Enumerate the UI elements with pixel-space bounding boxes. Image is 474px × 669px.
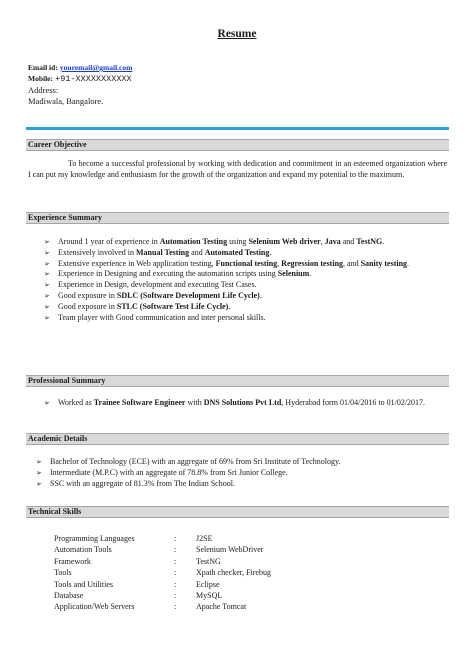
skill-name: Application/Web Servers [54, 602, 135, 612]
career-objective-heading: Career Objective [26, 139, 449, 151]
list-item [44, 313, 447, 324]
list-item-text: Regression testing [281, 258, 344, 268]
skill-name: Tools and Utilities [54, 579, 113, 589]
skill-value: Selenium WebDriver [196, 545, 264, 555]
list-item-text: Automation Testing [159, 237, 228, 246]
arrow-bullet-icon: ➢ [44, 302, 50, 311]
list-item-text: (Software Test Life Cycle) [139, 301, 229, 311]
skill-value: J2SE [196, 534, 213, 543]
list-item [36, 479, 447, 490]
list-item-text: Trainee Software Engineer [93, 398, 186, 407]
career-objective-text: To become a successful professional by working with dedication and commitment in an esteemed organization where I can put my knowledge and enthusiasm for the growth of the organization and expand my potential to the maximum. [28, 159, 447, 180]
list-item-text: Selenium Web driver [248, 237, 321, 246]
list-item-text: Selenium [277, 269, 310, 279]
skill-separator: : [174, 579, 177, 589]
list-item [44, 398, 447, 409]
header-rule [26, 127, 449, 130]
skill-row [54, 601, 271, 612]
skill-name: Programming Languages [54, 534, 135, 543]
list-item-text: Intermediate (M.P.C) with an aggregate of 78.8% from Sri Junior College. [50, 467, 288, 477]
mobile-number: +91-XXXXXXXXXXX [55, 74, 132, 84]
list-item [44, 291, 447, 302]
arrow-bullet-icon: ➢ [44, 259, 50, 268]
skill-separator: : [174, 534, 177, 543]
arrow-bullet-icon: ➢ [44, 238, 50, 246]
list-item-text: TestNG [356, 237, 383, 246]
arrow-bullet-icon: ➢ [44, 270, 50, 279]
list-item-text: , [320, 237, 325, 246]
list-item-text: DNS Solutions Pvt Ltd [203, 398, 282, 407]
skill-value: Eclipse [196, 579, 220, 589]
professional-summary-list [44, 398, 447, 409]
list-item-text: . [407, 258, 410, 268]
skill-row [54, 544, 271, 555]
list-item-text: Team player with Good communication and inter personal skills. [58, 312, 266, 322]
skill-name: Framework [54, 556, 91, 566]
arrow-bullet-icon: ➢ [44, 313, 50, 322]
address-value: Madiwala, Bangalore. [28, 96, 104, 106]
skill-separator: : [174, 602, 177, 612]
list-item-text: . [259, 290, 262, 300]
list-item-text: and [189, 247, 205, 257]
skill-separator: : [174, 556, 177, 566]
email-link[interactable]: youremail@gmail.com [59, 63, 133, 72]
list-item-text: Good exposure in [58, 301, 117, 311]
email-label: Email id: [28, 63, 58, 72]
page-title: Resume [217, 28, 257, 40]
list-item-text: Around 1 year of experience in [58, 237, 160, 246]
arrow-bullet-icon: ➢ [44, 399, 50, 407]
professional-summary-heading: Professional Summary [26, 375, 449, 387]
technical-skills-heading: Technical Skills [26, 506, 449, 518]
email-line [28, 62, 132, 73]
list-item [36, 457, 447, 468]
mobile-line [28, 73, 132, 85]
skill-value: MySQL [196, 591, 223, 601]
skill-row [54, 579, 271, 590]
list-item-text: , Hyderabad form 01/04/2016 to 01/02/2017. [281, 398, 426, 407]
list-item-text: Automated Testing [204, 247, 270, 257]
skill-row [54, 556, 271, 567]
arrow-bullet-icon: ➢ [44, 291, 50, 300]
list-item-text: , [277, 258, 282, 268]
list-item-text: Extensive experience in Web application testing, [58, 258, 216, 268]
list-item-text: (Software Development Life Cycle) [140, 290, 260, 300]
list-item-text: and [340, 237, 357, 246]
skill-value: Apache Tomcat [196, 602, 247, 612]
arrow-bullet-icon: ➢ [44, 281, 50, 290]
list-item-text: Java [324, 237, 341, 246]
technical-skills-table [54, 533, 271, 613]
list-item-text: Bachelor of Technology (ECE) with an aggregate of 69% from Sri Institute of Technology. [50, 457, 341, 466]
experience-summary-list [44, 237, 447, 323]
list-item-text: , and [343, 258, 361, 268]
list-item-text: Functional testing [215, 258, 278, 268]
list-item [44, 280, 447, 291]
academic-details-list [36, 457, 447, 489]
list-item [36, 468, 447, 479]
list-item-text: SDLC [116, 290, 139, 300]
skill-row [54, 567, 271, 578]
skill-separator: : [174, 591, 177, 601]
list-item-text: Experience in Designing and executing the automation scripts using [58, 269, 278, 279]
list-item-text: using [227, 237, 249, 246]
mobile-label: Mobile: [28, 74, 53, 83]
arrow-bullet-icon: ➢ [36, 468, 42, 477]
skill-separator: : [174, 568, 177, 578]
list-item [44, 259, 447, 270]
list-item-text: Experience in Design, development and executing Test Cases. [58, 280, 257, 290]
skill-value: Xpath checker, Firebug [196, 568, 271, 578]
arrow-bullet-icon: ➢ [36, 458, 42, 466]
skill-value: TestNG [196, 556, 221, 566]
skill-row [54, 590, 271, 601]
experience-summary-heading: Experience Summary [26, 212, 449, 224]
academic-details-heading: Academic Details [26, 433, 449, 445]
arrow-bullet-icon: ➢ [36, 479, 42, 488]
skill-row [54, 533, 271, 544]
list-item-text: Extensively involved in [58, 247, 136, 257]
list-item [44, 248, 447, 259]
list-item-text: Sanity testing [360, 258, 408, 268]
list-item-text: Manual Testing [136, 247, 190, 257]
list-item [44, 269, 447, 280]
address-label: Address: [28, 85, 59, 95]
list-item-text: with [185, 398, 204, 407]
contact-block [28, 62, 132, 107]
list-item-text: . [269, 247, 272, 257]
skill-name: Tools [54, 568, 72, 578]
skill-name: Automation Tools [54, 545, 112, 555]
list-item-text: Good exposure in [58, 290, 117, 300]
list-item [44, 237, 447, 248]
list-item-text: . [228, 301, 231, 311]
list-item-text: Worked as [58, 398, 94, 407]
list-item-text: . [382, 237, 385, 246]
list-item-text: STLC [116, 301, 138, 311]
skill-name: Database [54, 591, 84, 601]
list-item [44, 302, 447, 313]
arrow-bullet-icon: ➢ [44, 248, 50, 257]
list-item-text: SSC with an aggregate of 81.3% from The Indian School. [50, 478, 235, 488]
skill-separator: : [174, 545, 177, 555]
list-item-text: . [309, 269, 312, 279]
